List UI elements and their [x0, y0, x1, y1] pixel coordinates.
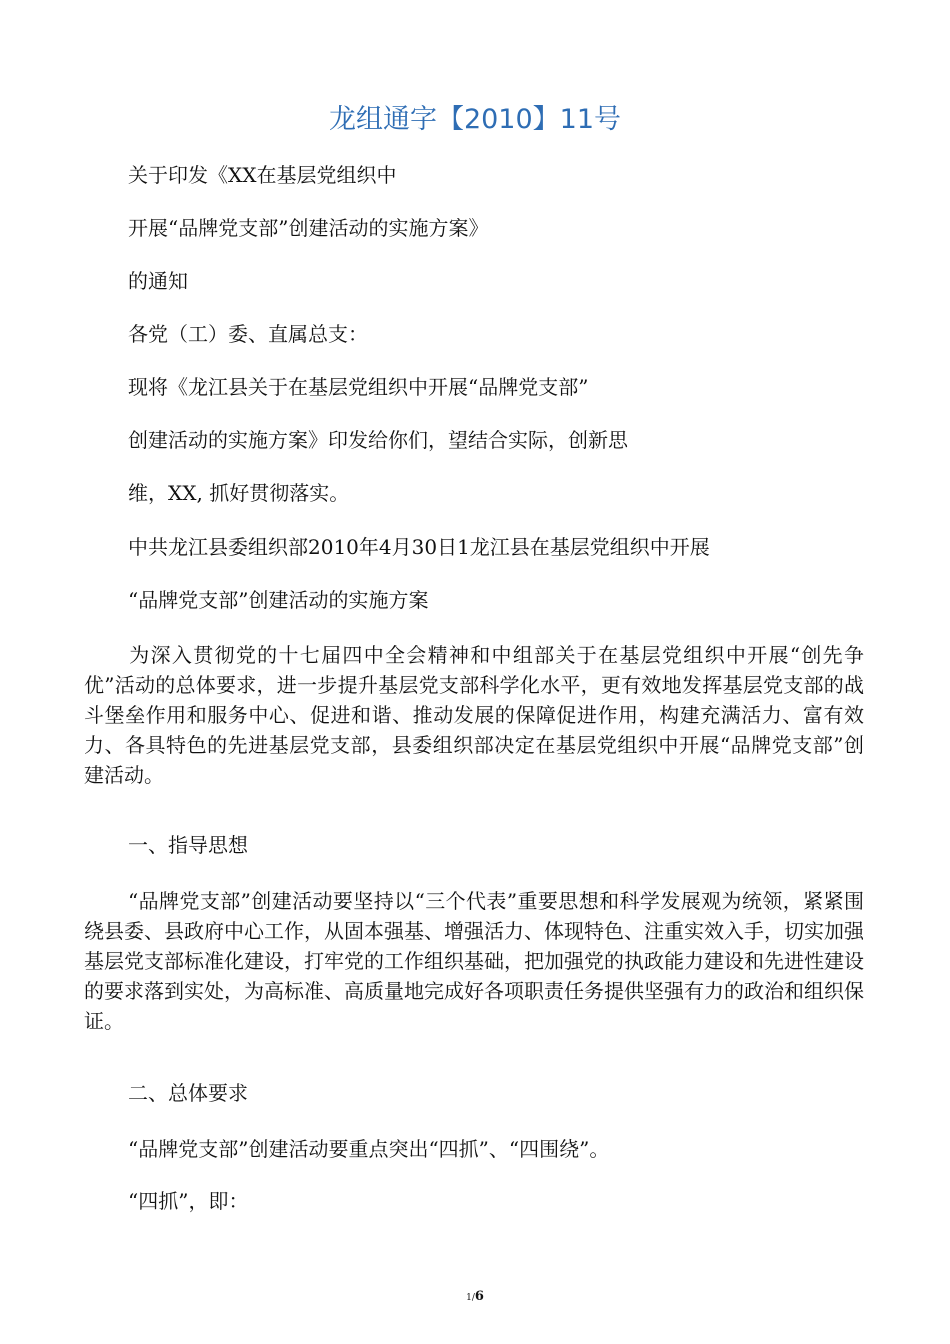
requirements-line: “品牌党支部”创建活动要重点突出“四抓”、“四围绕”。	[128, 1137, 610, 1161]
sizhua-line: “四抓”，即：	[128, 1189, 249, 1213]
guiding-ideology-text: “品牌党支部”创建活动要坚持以“三个代表”重要思想和科学发展观为统领，紧紧围绕县委、县政府中心工作，从固本强基、增强活力、体现特色、注重实效入手，切实加强基层党支部标准化建设，打牢党的工作组织基础，把加强党的执政能力建设和先进性建设的要求落到实处，为高标准、高质量地完成好各项职责任务提供坚强有力的政治和组织保证。	[84, 889, 864, 1033]
section-heading-general-requirements: 二、总体要求	[128, 1081, 248, 1105]
issuer-date-line: 中共龙江县委组织部2010年4月30日1龙江县在基层党组织中开展	[128, 535, 710, 559]
recipients-line: 各党（工）委、直属总支：	[128, 322, 368, 346]
page-total: 6	[474, 1289, 484, 1304]
guiding-ideology-paragraph	[84, 886, 864, 1036]
intro-paragraph-text: 为深入贯彻党的十七届四中全会精神和中组部关于在基层党组织中开展“创先争优”活动的总体要求，进一步提升基层党支部科学化水平，更有效地发挥基层党支部的战斗堡垒作用和服务中心、促进和谐、推动发展的保障促进作用，构建充满活力、富有效力、各具特色的先进基层党支部，县委组织部决定在基层党组织中开展“品牌党支部”创建活动。	[84, 643, 864, 787]
section-heading-guiding-ideology: 一、指导思想	[128, 833, 248, 857]
subject-line-1: 关于印发《XX在基层党组织中	[128, 163, 397, 187]
page-number	[0, 1288, 950, 1306]
page-current: 1	[466, 1293, 472, 1303]
document-title: 龙组通字【2010】11号	[328, 104, 622, 135]
body-line-3: 维，XX, 抓好贯彻落实。	[128, 481, 350, 505]
page-separator: /	[471, 1293, 475, 1303]
body-line-1: 现将《龙江县关于在基层党组织中开展“品牌党支部”	[128, 375, 589, 399]
subject-line-3: 的通知	[128, 269, 188, 293]
intro-paragraph	[84, 640, 864, 790]
subject-line-2: 开展“品牌党支部”创建活动的实施方案》	[128, 216, 489, 240]
plan-title-line: “品牌党支部”创建活动的实施方案	[128, 588, 429, 612]
body-line-2: 创建活动的实施方案》印发给你们，望结合实际，创新思	[128, 428, 628, 452]
